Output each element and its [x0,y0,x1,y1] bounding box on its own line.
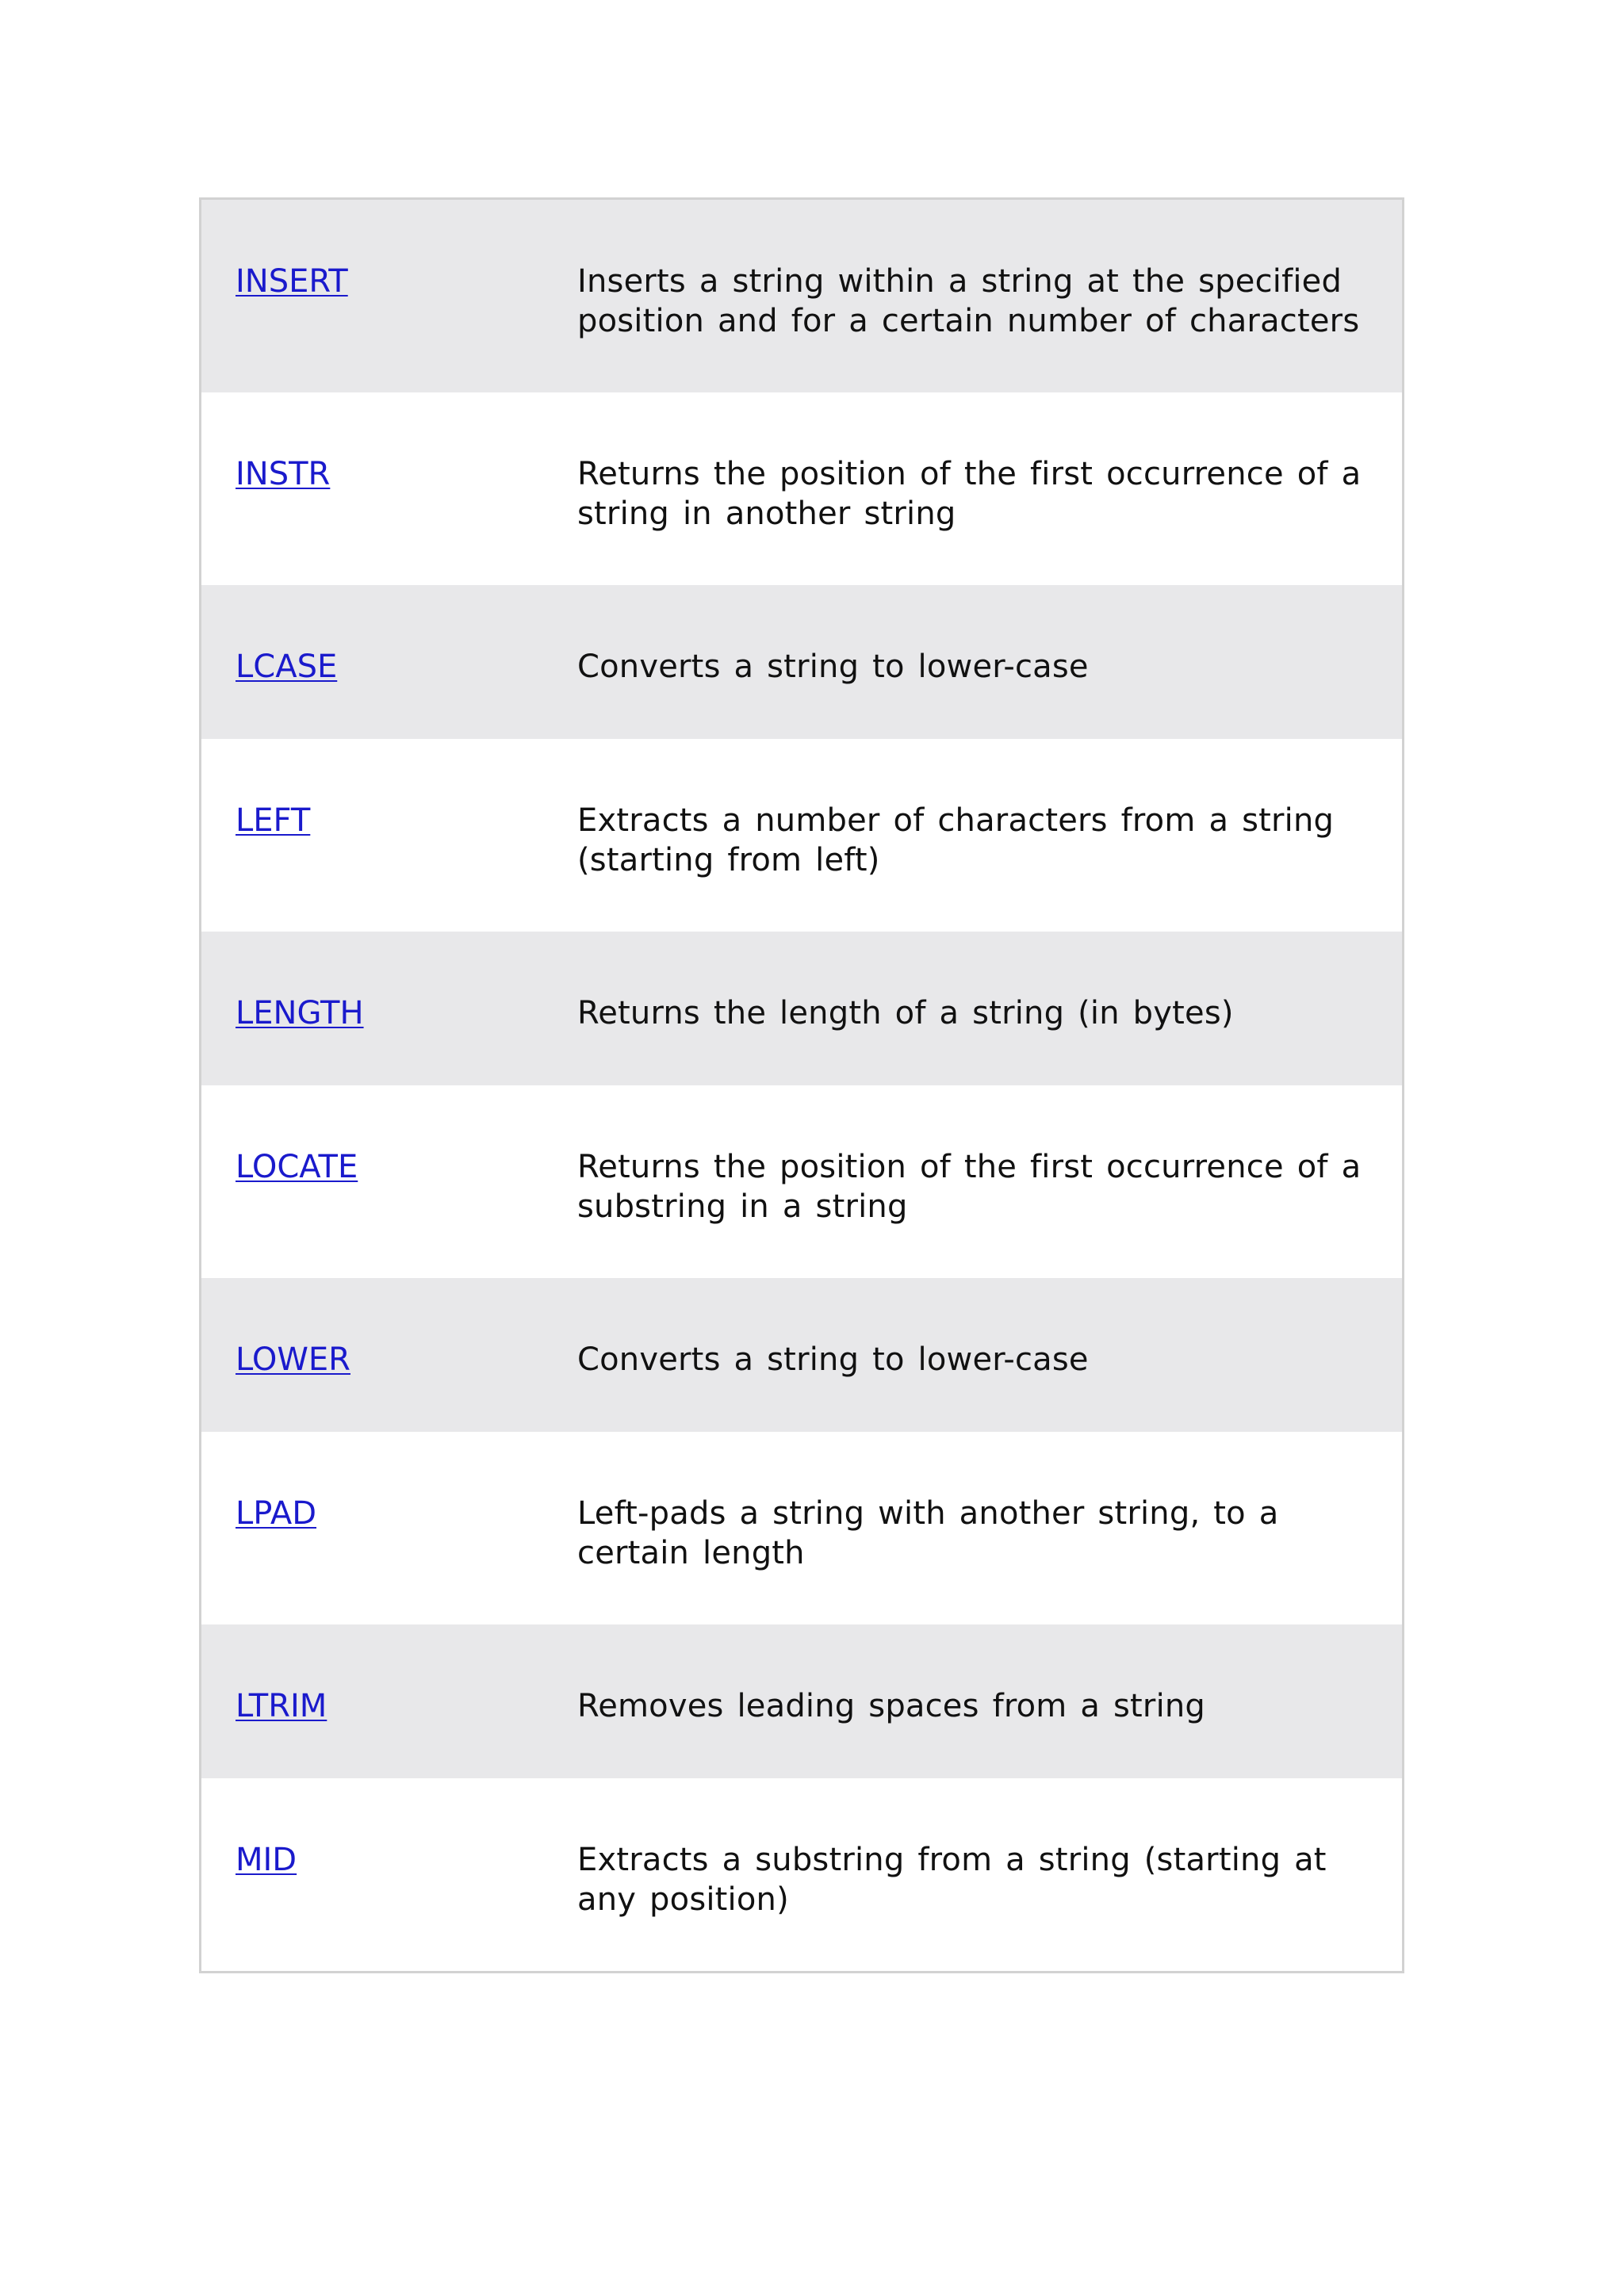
function-description: Inserts a string within a string at the specified position and for a certain number of characters [577,263,1360,339]
function-description: Converts a string to lower-case [577,1341,1089,1378]
function-link-instr[interactable]: INSTR [236,456,331,492]
function-name-cell [201,1340,577,1432]
table-row [201,739,1402,932]
table-row [201,1778,1402,1971]
table-row [201,585,1402,739]
table-row [201,1278,1402,1432]
function-name-cell [201,647,577,739]
table-row [201,392,1402,585]
function-link-lower[interactable]: LOWER [236,1341,350,1378]
table-row [201,932,1402,1085]
function-link-lpad[interactable]: LPAD [236,1495,317,1532]
function-name-cell [201,1147,577,1278]
table-row [201,1624,1402,1778]
function-name-cell [201,801,577,932]
table-row [201,200,1402,392]
function-link-left[interactable]: LEFT [236,802,311,839]
function-name-cell [201,1686,577,1778]
function-link-locate[interactable]: LOCATE [236,1149,358,1185]
function-link-insert[interactable]: INSERT [236,263,348,300]
function-link-lcase[interactable]: LCASE [236,649,338,685]
table-row [201,1432,1402,1624]
function-description: Returns the position of the first occurrence of a substring in a string [577,1149,1362,1225]
function-name-cell [201,993,577,1085]
function-name-cell [201,454,577,585]
function-link-mid[interactable]: MID [236,1842,297,1878]
string-functions-table [199,197,1404,1973]
function-name-cell [201,262,577,392]
function-description: Extracts a substring from a string (starting at any position) [577,1842,1327,1918]
function-description: Returns the length of a string (in bytes) [577,995,1234,1031]
function-name-cell [201,1840,577,1971]
table-row [201,1085,1402,1278]
function-link-ltrim[interactable]: LTRIM [236,1688,327,1724]
function-description: Returns the position of the first occurrence of a string in another string [577,456,1362,532]
function-description: Left-pads a string with another string, to a certain length [577,1495,1279,1571]
function-description: Extracts a number of characters from a string (starting from left) [577,802,1335,878]
function-name-cell [201,1494,577,1624]
function-description: Converts a string to lower-case [577,649,1089,685]
function-description: Removes leading spaces from a string [577,1688,1206,1724]
function-link-length[interactable]: LENGTH [236,995,364,1031]
